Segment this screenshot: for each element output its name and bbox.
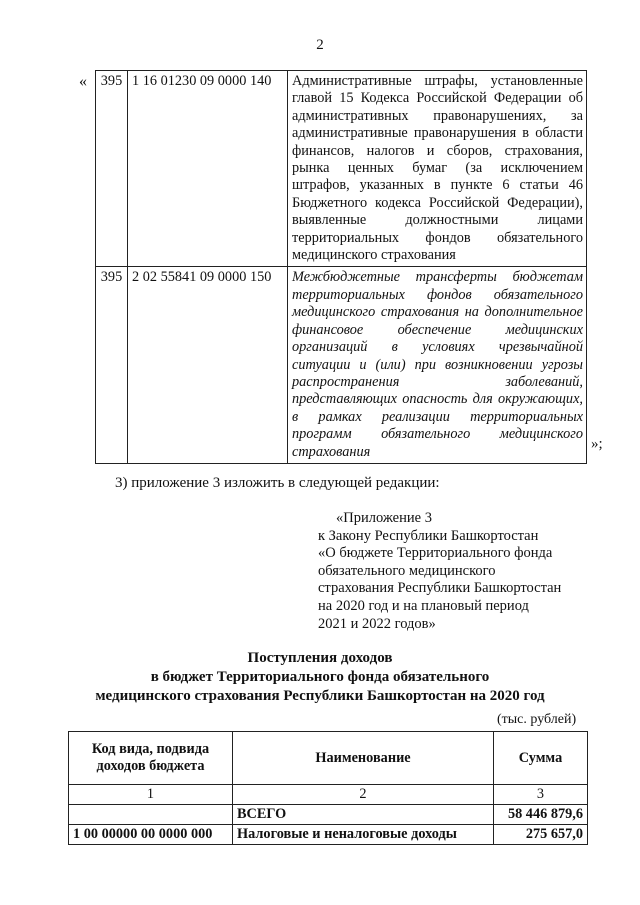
title-line: медицинского страхования Республики Башкортостан на 2020 год	[95, 688, 545, 704]
income-sum: 58 446 879,6	[494, 805, 588, 825]
table-row	[69, 825, 588, 845]
appendix-line: «О бюджете Территориального фонда	[318, 545, 553, 562]
codes-table	[95, 70, 587, 464]
document-title	[0, 649, 640, 706]
title-line: Поступления доходов	[247, 650, 393, 666]
page-number: 2	[316, 37, 324, 53]
appendix-line: страхования Республики Башкортостан	[318, 580, 562, 597]
appendix-line: 2021 и 2022 годов»	[318, 615, 436, 632]
appendix-line: обязательного медицинского	[318, 562, 496, 579]
header-code: Код вида, подвида доходов бюджета	[69, 732, 233, 785]
income-code: 1 00 00000 00 0000 000	[69, 825, 233, 845]
income-code	[69, 805, 233, 825]
units-label: (тыс. рублей)	[497, 712, 577, 727]
budget-code: 2 02 55841 09 0000 150	[128, 267, 288, 463]
budget-code: 1 16 01230 09 0000 140	[128, 71, 288, 267]
closing-quote: »;	[591, 436, 603, 452]
header-sum: Сумма	[494, 732, 588, 785]
income-sum: 275 657,0	[494, 825, 588, 845]
appendix-header	[318, 510, 608, 633]
title-line: в бюджет Территориального фонда обязательного	[150, 669, 490, 685]
income-name: ВСЕГО	[233, 805, 494, 825]
income-name: Межбюджетные трансферты бюджетам территориальных фондов обязательного медицинского страхования на дополнительное финансовое обеспечение медицинских организаций в условиях чрезвычайной ситуации и (или) при возникновении угрозы распространения заболеваний, представляющих опасность для окружающих, в рамках реализации территориальных программ обязательного медицинского страхования	[288, 267, 587, 463]
income-header-row	[69, 732, 588, 785]
column-number-row	[69, 785, 588, 805]
admin-code: 395	[96, 71, 128, 267]
codes-row	[96, 267, 587, 463]
codes-row	[96, 71, 587, 267]
appendix-line: к Закону Республики Башкортостан	[318, 527, 539, 544]
income-name: Налоговые и неналоговые доходы	[233, 825, 494, 845]
appendix-line: «Приложение 3	[336, 510, 432, 526]
admin-code: 395	[96, 267, 128, 463]
column-number: 1	[69, 785, 233, 805]
table-row	[69, 805, 588, 825]
income-table	[68, 731, 588, 845]
column-number: 2	[233, 785, 494, 805]
appendix-line: на 2020 год и на плановый период	[318, 597, 529, 614]
opening-quote: «	[79, 73, 87, 90]
header-name: Наименование	[233, 732, 494, 785]
income-name: Административные штрафы, установленные главой 15 Кодекса Российской Федерации об административных правонарушениях, за административные правонарушения в области финансов, налогов и сборов, страхования, рынка ценных бумаг (за исключением штрафов, указанных в пункте 6 статьи 46 Бюджетного кодекса Российской Федерации), выявленные должностными лицами территориальных фондов обязательного медицинского страхования	[288, 71, 587, 267]
column-number: 3	[494, 785, 588, 805]
amendment-paragraph: 3) приложение 3 изложить в следующей редакции:	[115, 475, 440, 491]
